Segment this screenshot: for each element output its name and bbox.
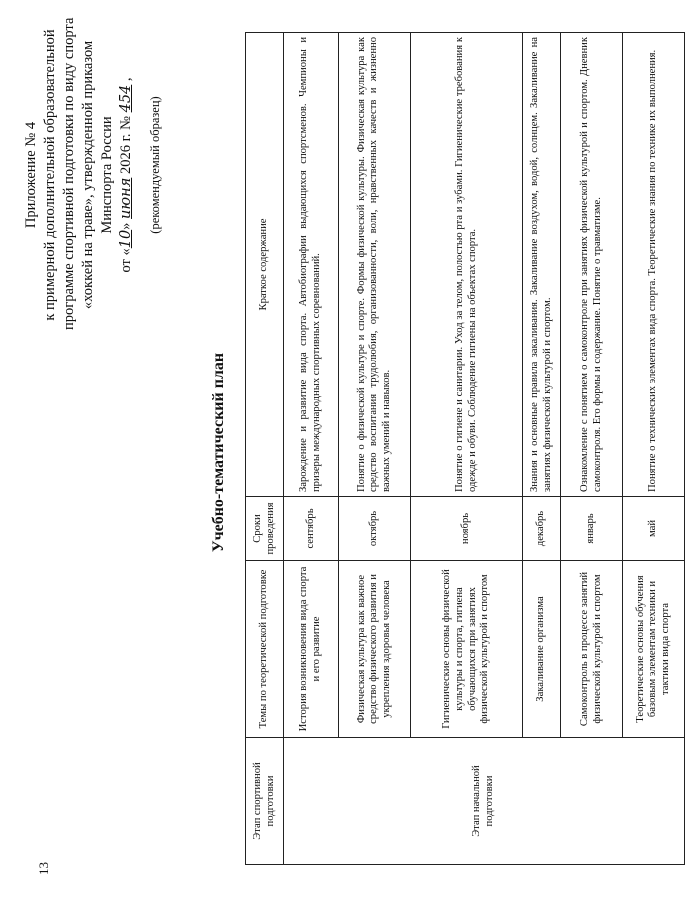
appendix-title: Приложение № 4 xyxy=(23,121,39,229)
header-stage: Этап спортивной подготовки xyxy=(246,738,284,865)
header-line: «хоккей на траве», утвержденной приказом xyxy=(80,40,96,310)
term-cell: ноябрь xyxy=(411,497,523,561)
description-cell: Понятие о гигиене и санитарии. Уход за телом, полостью рта и зубами. Гигиенические требования к одежде и обуви. Соблюдение гигиены на объектах спорта. xyxy=(411,33,523,497)
description-cell: Знания и основные правила закаливания. Закаливание воздухом, водой, солнцем. Закаливание на занятиях физической культурой и спортом. xyxy=(523,33,561,497)
description-cell: Ознакомление с понятием о самоконтроле при занятиях физической культурой и спортом. Дневник самоконтроля. Его формы и содержание. Понятие о травматизме. xyxy=(561,33,623,497)
header-line: программе спортивной подготовки по виду спорта xyxy=(61,17,77,330)
table-row xyxy=(284,33,339,865)
topic-cell: Гигиенические основы физической культуры и спорта, гигиена обучающихся при занятиях физической культурой и спортом xyxy=(411,561,523,738)
stage-cell: Этап начальной подготовки xyxy=(284,738,685,865)
term-cell: май xyxy=(623,497,685,561)
header-line: к примерной дополнительной образовательной xyxy=(42,29,58,321)
document-title: Учебно-тематический план xyxy=(210,352,227,553)
topic-cell: История возникновения вида спорта и его развитие xyxy=(284,561,339,738)
term-cell: сентябрь xyxy=(284,497,339,561)
term-cell: январь xyxy=(561,497,623,561)
sample-note: (рекомендуемый образец) xyxy=(148,96,162,234)
order-day: 10 xyxy=(118,229,134,249)
term-cell: декабрь xyxy=(523,497,561,561)
description-cell: Понятие о физической культуре и спорте. Формы физической культуры. Физическая культура как средство воспитания трудолюбия, организованности, воли, нравственных качеств и жизненно важных умений и навыков. xyxy=(339,33,411,497)
description-cell: Понятие о технических элементах вида спорта. Теоретические знания по технике их выполнения. xyxy=(623,33,685,497)
topic-cell: Физическая культура как важное средство физического развития и укрепления здоровья человека xyxy=(339,561,411,738)
order-month: июня xyxy=(118,177,134,219)
topic-cell: Самоконтроль в процессе занятий физической культурой и спортом xyxy=(561,561,623,738)
header-topic: Темы по теоретической подготовке xyxy=(246,561,284,738)
term-cell: октябрь xyxy=(339,497,411,561)
order-date-line: от «10» июня 2026 г. № 454 , xyxy=(118,77,134,273)
topic-cell: Закаливание организма xyxy=(523,561,561,738)
header-description: Краткое содержание xyxy=(246,33,284,497)
thematic-plan-table xyxy=(245,32,685,865)
description-cell: Зарождение и развитие вида спорта. Автобиографии выдающихся спортсменов. Чемпионы и призеры международных спортивных соревнований. xyxy=(284,33,339,497)
order-number: 454 xyxy=(118,84,134,113)
page-number: 13 xyxy=(36,862,51,875)
appendix-header xyxy=(22,17,136,330)
topic-cell: Теоретические основы обучения базовым элементам техники и тактики вида спорта xyxy=(623,561,685,738)
table-header-row xyxy=(246,33,284,865)
header-term: Сроки проведения xyxy=(246,497,284,561)
header-line: Минспорта России xyxy=(99,116,115,234)
